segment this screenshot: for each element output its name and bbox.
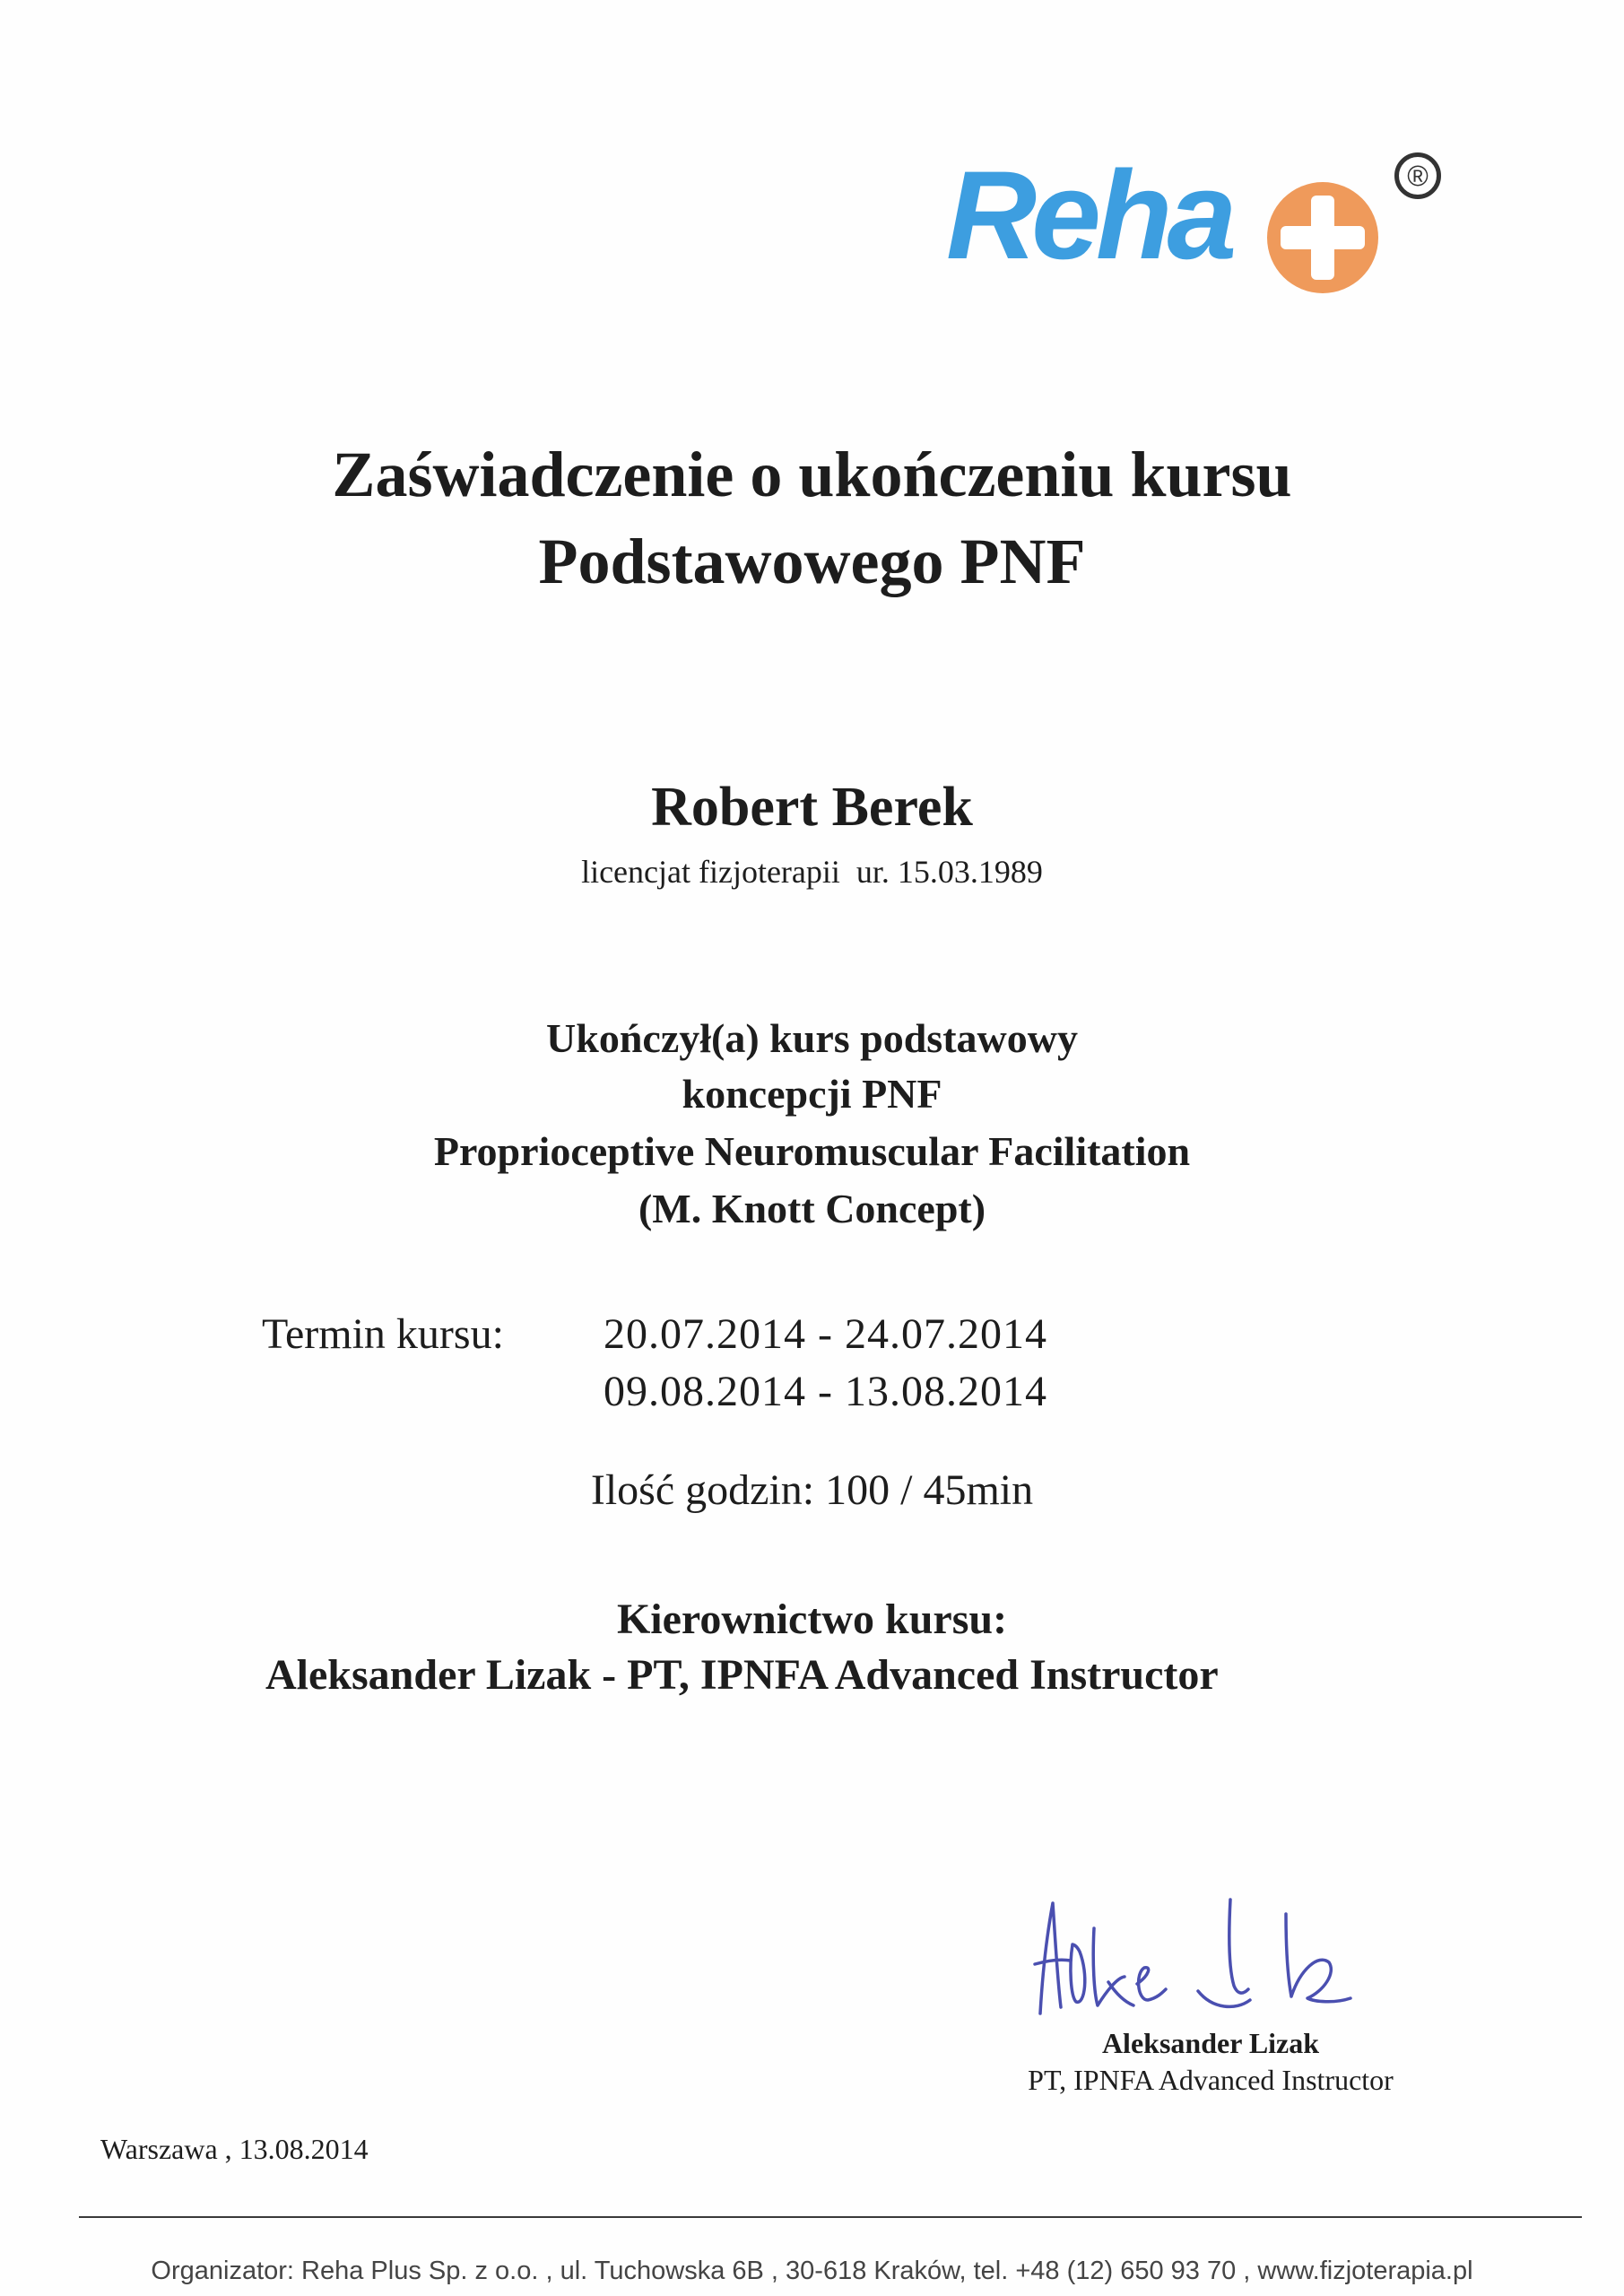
completion-line-2: koncepcji PNF [682,1071,942,1117]
term-dates-1: 20.07.2014 - 24.07.2014 [604,1310,1047,1358]
certificate-title-line-2: Podstawowego PNF [538,526,1086,597]
place-and-date: Warszawa , 13.08.2014 [100,2133,369,2165]
logo-wordmark: Reha [946,144,1232,285]
footer-organizer: Organizator: Reha Plus Sp. z o.o. , ul. Tuchowska 6B , 30-618 Kraków, tel. +48 (12) 650 93 70 , www.fizjoterapia.pl [151,2257,1473,2285]
signer-title: PT, IPNFA Advanced Instructor [1028,2064,1394,2096]
registered-mark: ® [1394,152,1441,199]
leadership-name: Aleksander Lizak - PT, IPNFA Advanced Instructor [265,1651,1219,1699]
completion-line-1: Ukończył(a) kurs podstawowy [546,1015,1078,1061]
completion-line-3: Proprioceptive Neuromuscular Facilitation [433,1128,1191,1174]
signer-name: Aleksander Lizak [1101,2027,1320,2059]
course-hours: Ilość godzin: 100 / 45min [590,1466,1034,1514]
footer-divider [79,2216,1582,2218]
handwritten-signature [1022,1892,1363,2027]
term-dates-2: 09.08.2014 - 13.08.2014 [604,1368,1047,1415]
leadership-heading: Kierownictwo kursu: [616,1596,1008,1643]
term-label: Termin kursu: [262,1310,504,1358]
recipient-details: licencjat fizjoterapii ur. 15.03.1989 [581,854,1043,890]
completion-line-4: (M. Knott Concept) [638,1186,986,1231]
recipient-name: Robert Berek [651,777,973,838]
reha-logo [946,135,1471,300]
certificate-title-line-1: Zaświadczenie o ukończeniu kursu [332,439,1292,510]
plus-circle-icon [1264,179,1381,296]
